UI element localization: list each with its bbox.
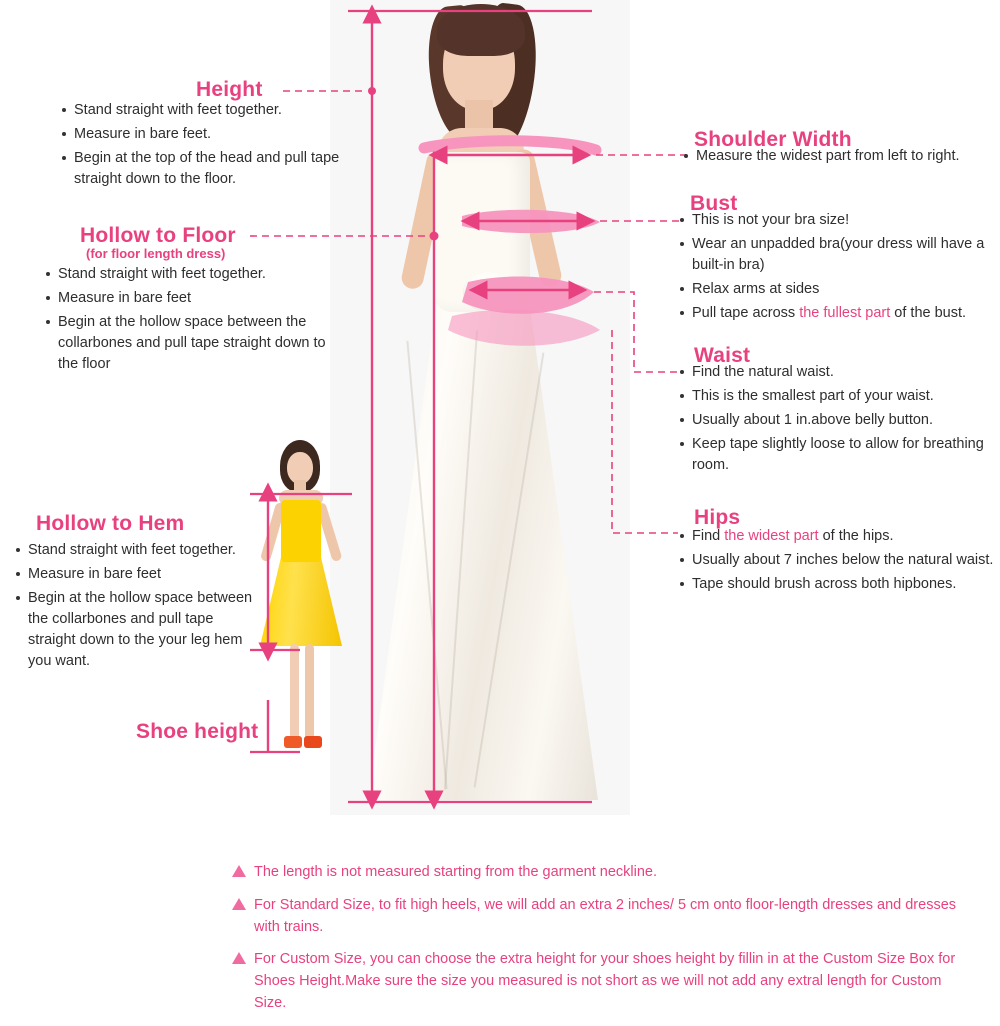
list-item-highlighted <box>678 303 1000 324</box>
short-model-leg-left <box>290 644 299 744</box>
model-hair-top <box>437 4 525 56</box>
list-item: Wear an unpadded bra(your dress will have a built-in bra) <box>678 234 1000 276</box>
list-item: Relax arms at sides <box>678 279 1000 300</box>
list-item: Begin at the hollow space between the collarbones and pull tape straight down to the your leg hem you want. <box>14 588 258 672</box>
hips-prefix: Find <box>692 528 725 544</box>
list-item: This is the smallest part of your waist. <box>678 386 998 407</box>
warning-triangle-icon <box>232 865 246 877</box>
list-item: Usually about 7 inches below the natural waist. <box>678 550 998 571</box>
list-item: Measure the widest part from left to right. <box>682 146 1000 167</box>
list-item: Stand straight with feet together. <box>60 100 360 121</box>
short-model-dress-bodice <box>281 500 321 562</box>
warning-item <box>232 895 972 939</box>
warning-item <box>232 862 972 884</box>
list-item: Measure in bare feet. <box>60 124 360 145</box>
bust-bullets <box>678 210 1000 327</box>
list-item: Usually about 1 in.above belly button. <box>678 410 998 431</box>
list-item: Measure in bare feet <box>44 288 344 309</box>
hips-suffix: of the hips. <box>818 528 894 544</box>
list-item: Begin at the top of the head and pull tape straight down to the floor. <box>60 148 360 190</box>
hollow-to-floor-subtitle: (for floor length dress) <box>86 246 226 261</box>
bust-prefix: Pull tape across <box>692 305 800 322</box>
list-item: Begin at the hollow space between the collarbones and pull tape straight down to the floor <box>44 312 344 375</box>
short-model-shoe-right <box>304 736 322 748</box>
warning-triangle-icon <box>232 952 246 964</box>
list-item: Measure in bare feet <box>14 564 258 585</box>
short-model-leg-right <box>305 644 314 744</box>
list-item: Stand straight with feet together. <box>44 264 344 285</box>
hips-bullets <box>678 526 998 598</box>
list-item-highlighted <box>678 526 998 547</box>
warning-text: For Custom Size, you can choose the extra height for your shoes height by fillin in at the Custom Size Box for Shoes Height.Make sure the size you measured is not short as we will not add any extral length for Custom Size. <box>254 951 956 1011</box>
list-item: This is not your bra size! <box>678 210 1000 231</box>
shoulder-width-title: Shoulder Width <box>694 128 852 151</box>
list-item: Find the natural waist. <box>678 362 998 383</box>
warning-text: For Standard Size, to fit high heels, we will add an extra 2 inches/ 5 cm onto floor-length dresses and dresses with trains. <box>254 896 957 935</box>
shoulder-width-bullets <box>682 146 1000 170</box>
short-model-dress-skirt <box>260 556 342 646</box>
waist-bullets <box>678 362 998 479</box>
bust-title: Bust <box>690 192 738 215</box>
shoe-height-title: Shoe height <box>136 720 259 743</box>
model-photo-short <box>250 440 355 760</box>
hips-highlight: the widest part <box>724 528 819 544</box>
hollow-to-floor-bullets <box>44 264 344 378</box>
hips-title: Hips <box>694 506 741 529</box>
hollow-to-hem-title: Hollow to Hem <box>36 512 185 535</box>
hollow-to-hem-bullets <box>14 540 258 675</box>
height-title: Height <box>196 78 263 101</box>
model-dress-bow <box>463 272 513 310</box>
list-item: Keep tape slightly loose to allow for breathing room. <box>678 434 998 476</box>
list-item: Stand straight with feet together. <box>14 540 258 561</box>
hollow-to-floor-title: Hollow to Floor <box>80 224 236 247</box>
model-photo-tall <box>330 0 630 815</box>
bust-suffix: of the bust. <box>890 305 967 322</box>
warning-triangle-icon <box>232 898 246 910</box>
warning-text: The length is not measured starting from the garment neckline. <box>254 864 657 880</box>
waist-title: Waist <box>694 344 751 367</box>
warnings-list <box>232 862 972 1026</box>
height-bullets <box>60 100 360 193</box>
list-item: Tape should brush across both hipbones. <box>678 574 998 595</box>
short-model-shoe-left <box>284 736 302 748</box>
bust-highlight: the fullest part <box>799 305 891 322</box>
warning-item <box>232 949 972 1014</box>
